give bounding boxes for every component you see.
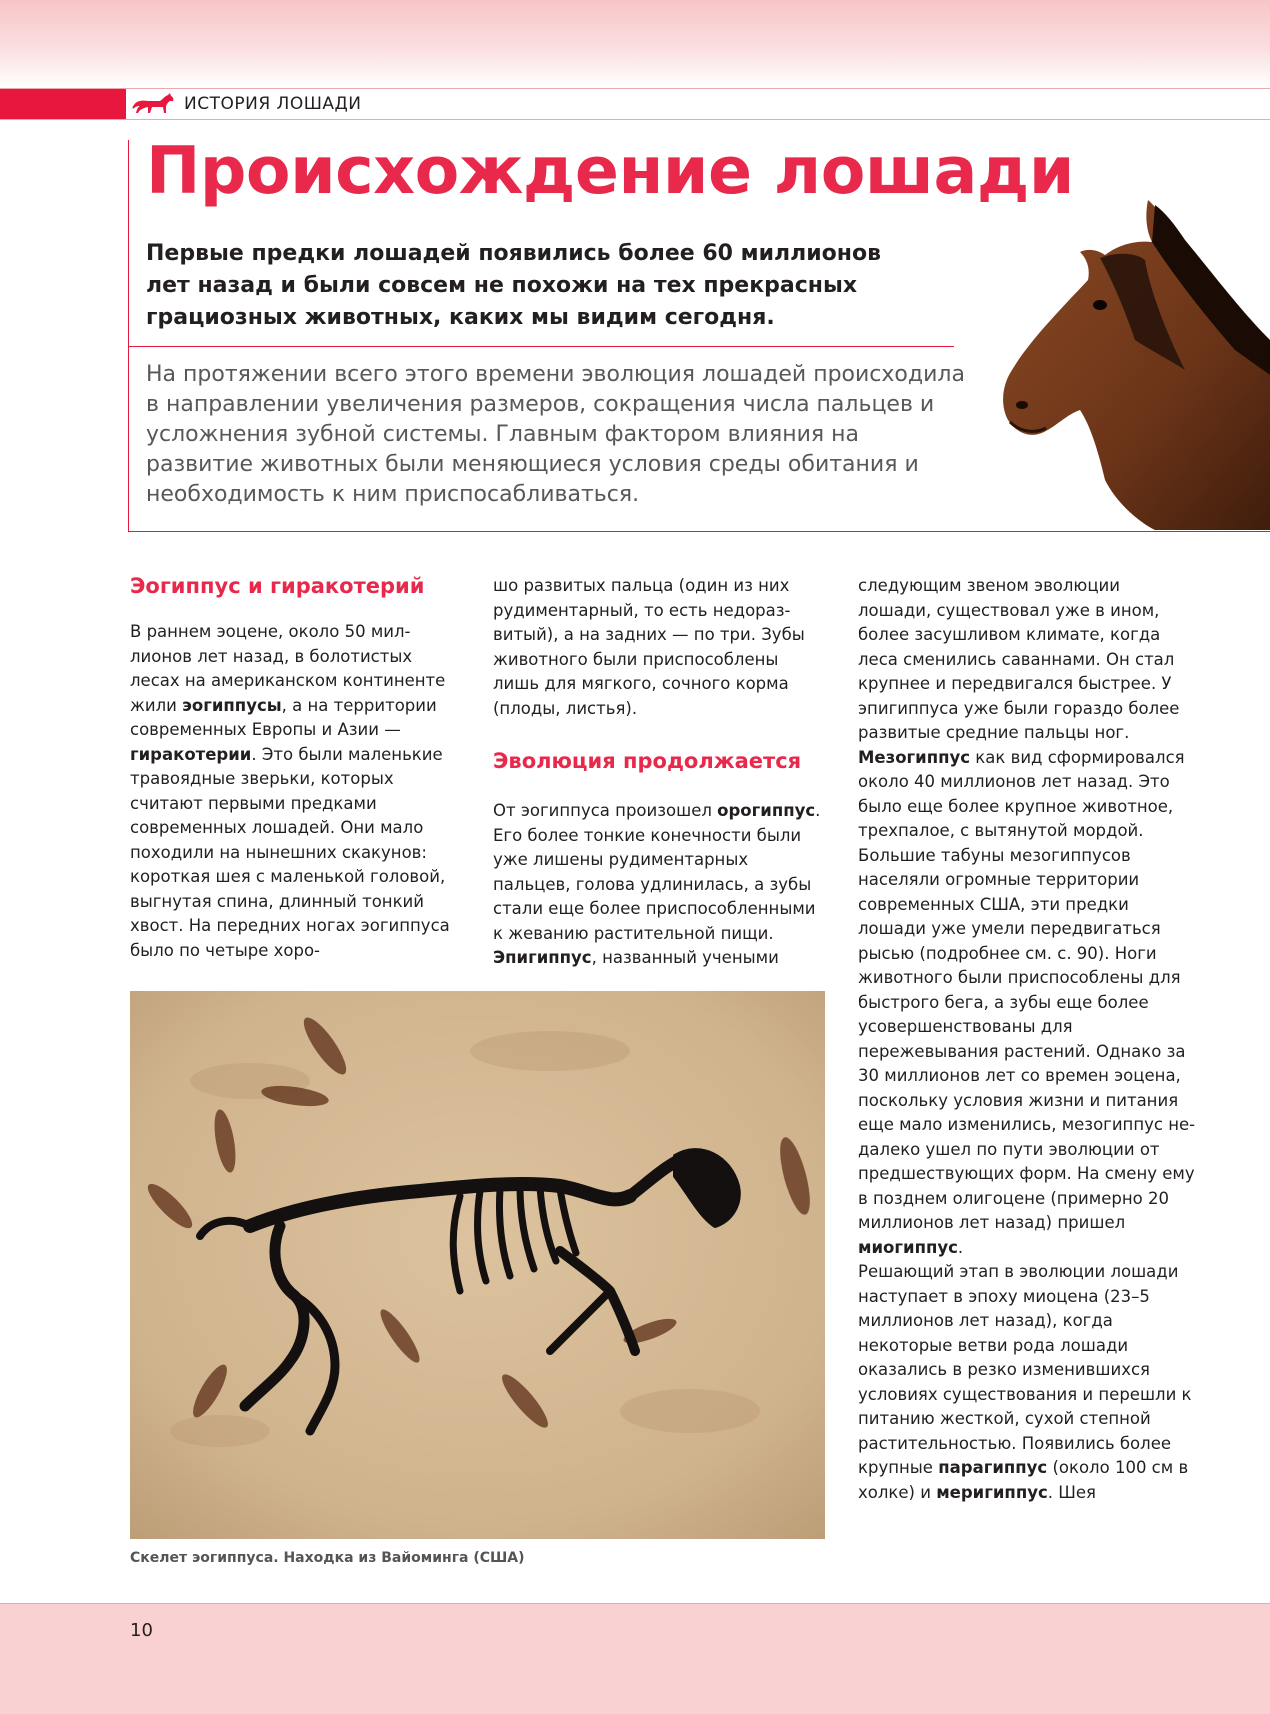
paragraph: следующим звеном эволюции лошади, существовал уже в ином, более засушливом климате, когда леса сменились саваннами. Он стал крупнее и передвигался быстрее. У эпигиппуса уже были гораздо более развитые средние пальцы ног. <box>858 576 1180 742</box>
eohippus-fossil-photo <box>130 991 825 1539</box>
figure-caption: Скелет эогиппуса. Находка из Вайоминга (США) <box>130 1550 525 1566</box>
paragraph: Мезогиппус как вид сформировался около 40 миллионов лет назад. Это было еще более крупное животное, трехпалое, с вытянутой мордой. Большие табуны мезогиппусов населяли огромные территории современных США, эти предки лошади уже умели передвигаться рысью (подробнее см. с. 90). Ноги животного были приспособлены для быстрого бега, а зубы еще более усовершенствованы для пережевывания растений. Однако за 30 миллионов лет со времен эоцена, поскольку условия жизни и питания еще мало изменились, мезогиппус недалеко ушел по пути эволюции от предшествующих форм. На смену ему в позднем олигоцене (примерно 20 миллионов лет назад) пришел миогиппус. <box>858 747 1196 1257</box>
text-column-2-cont <box>493 799 823 971</box>
top-decorative-band <box>0 0 1270 88</box>
paragraph: От эогиппуса произошел орогиппус. Его более тонкие конечности были уже лишены рудиментарных пальцев, голова удлинилась, а зубы стали еще более приспособленными к жеванию растительной пищи. Эпигиппус, названный учеными <box>493 801 821 967</box>
subheading-evolution: Эволюция продолжается <box>493 749 802 773</box>
paragraph: шо развитых пальца (один из них рудиментарный, то есть недоразвитый), а на задних — по три. Зубы животного были приспособлены лишь для мягкого, сочного корма (плоды, листья). <box>493 576 805 718</box>
lead-divider <box>128 346 954 347</box>
horse-icon <box>128 91 178 117</box>
bottom-decorative-band <box>0 1603 1270 1714</box>
page-title: Происхождение лошади <box>146 134 1074 209</box>
section-header-bar <box>0 88 1270 120</box>
lead-paragraph: Первые предки лошадей появились более 60 миллионов лет назад и были совсем не похожи на тех прекрасных грациозных животных, каких мы видим сегодня. <box>146 241 881 330</box>
paragraph: Решающий этап в эволюции лошади наступает в эпоху миоцена (23–5 миллионов лет назад), когда некоторые ветви рода лошади оказались в резко изменившихся условиях существования и перешли к питанию жесткой, сухой степной растительностью. Появились более крупные парагиппус (около 100 см в холке) и меригиппус. Шея <box>858 1262 1192 1502</box>
text-column-1 <box>130 620 460 963</box>
intro-divider <box>128 531 1270 532</box>
page-number: 10 <box>130 1620 153 1641</box>
intro-paragraph: На протяжении всего этого времени эволюция лошадей происходила в направлении увеличения размеров, сокращения числа пальцев и усложнения зубной системы. Главным фактором влияния на развитие животных были меняющиеся условия среды обитания и необходимость к ним приспосабливаться. <box>146 362 965 507</box>
paragraph: В раннем эоцене, около 50 миллионов лет назад, в болотистых лесах на американском континенте жили эогиппусы, а на территории современных Европы и Азии — гиракотерии. Это были маленькие травоядные зверьки, которых считают первыми предками современных лошадей. Они мало походили на нынешних скакунов: короткая шея с маленькой головой, выгнутая спина, длинный тонкий хвост. На передних ногах эогиппуса было по четыре хоро- <box>130 622 450 960</box>
section-label: ИСТОРИЯ ЛОШАДИ <box>184 94 362 114</box>
text-column-2 <box>493 574 823 721</box>
text-column-3 <box>858 574 1198 1505</box>
subheading-eohippus: Эогиппус и гиракотерий <box>130 574 425 598</box>
horse-head-photo <box>940 200 1270 530</box>
section-color-block <box>0 89 126 119</box>
left-accent-rule <box>128 140 129 532</box>
